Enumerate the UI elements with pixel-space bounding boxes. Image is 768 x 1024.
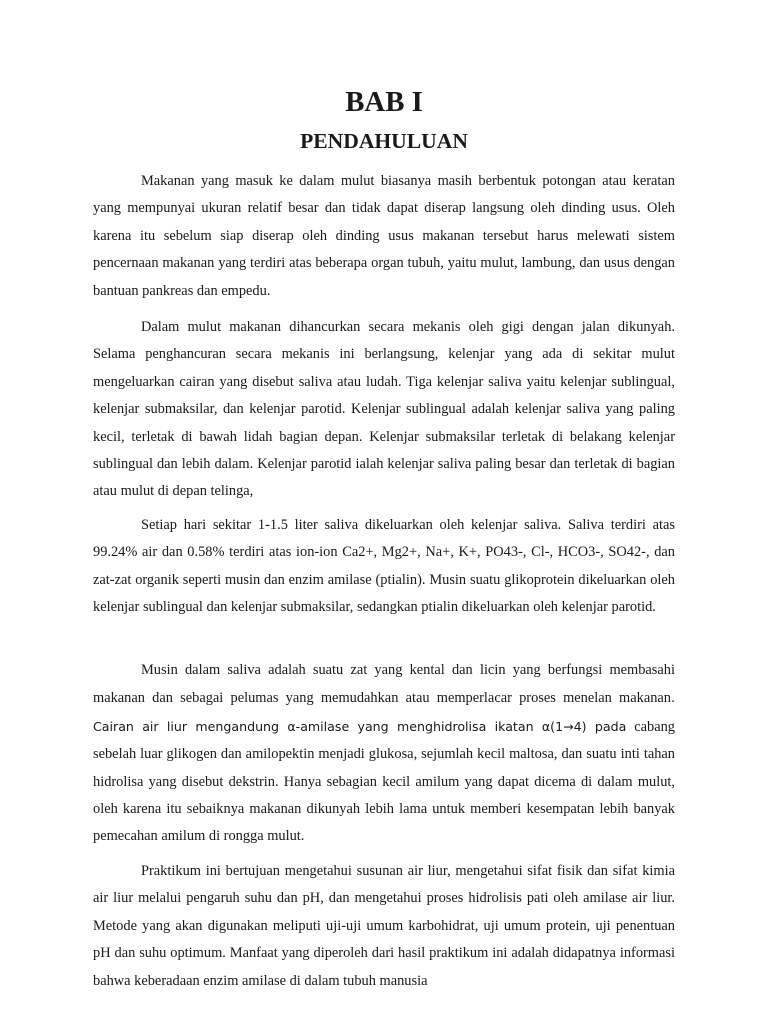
paragraph-2: Dalam mulut makanan dihancurkan secara mekanis oleh gigi dengan jalan dikunyah. Selama penghancuran secara mekanis ini berlangsung, kelenjar yang ada di sekitar mulut mengeluarkan cairan yang disebut saliva atau ludah. Tiga kelenjar saliva yaitu kelenjar sublingual, kelenjar submaksilar, dan kelenjar parotid. Kelenjar sublingual adalah kelenjar saliva yang paling kecil, terletak di bawah lidah bagian depan. Kelenjar submaksilar terletak di belakang kelenjar sublingual dan lebih dalam. Kelenjar parotid ialah kelenjar saliva paling besar dan terletak di bagian atau mulut di depan telinga, xyxy=(93,319,675,500)
paragraph-3: Setiap hari sekitar 1-1.5 liter saliva dikeluarkan oleh kelenjar saliva. Saliva terdiri atas 99.24% air dan 0.58% terdiri atas ion-ion Ca2+, Mg2+, Na+, K+, PO43-, Cl-, HCO3-, SO42-, dan zat-zat organik seperti musin dan enzim amilase (ptialin). Musin suatu glikoprotein dikeluarkan oleh kelenjar sublingual dan kelenjar submaksilar, sedangkan ptialin dikeluarkan oleh kelenjar parotid. xyxy=(93,517,675,616)
paragraph-1: Makanan yang masuk ke dalam mulut biasanya masih berbentuk potongan atau keratan yang mempunyai ukuran relatif besar dan tidak dapat diserap langsung oleh dinding usus. Oleh karena itu sebelum siap diserap oleh dinding usus makanan tersebut harus melewati sistem pencernaan makanan yang terdiri atas beberapa organ tubuh, yaitu mulut, lambung, dan usus dengan bantuan pankreas dan empedu. xyxy=(93,173,675,299)
paragraph-4 xyxy=(93,657,675,851)
paragraph-4-text-b: . Cairan air liur mengandung α-amilase yang menghidrolisa ikatan α(1→4) pada xyxy=(93,690,675,734)
paragraph-4-text-c: cabang sebelah luar glikogen dan amilopektin menjadi glukosa, sejumlah kecil maltosa, dan suatu inti tahan hidrolisa yang disebut dekstrin. Hanya sebagian kecil amilum yang dapat dicema di dalam mulut, oleh karena itu sebaiknya makanan dikunyah lebih lama untuk memberi kesempatan lebih banyak pemecahan amilum di rongga mulut. xyxy=(93,718,675,845)
document-page xyxy=(93,0,675,1024)
paragraph-4-text-a: Musin dalam saliva adalah suatu zat yang kental dan licin yang berfungsi membasahi makanan dan sebagai pelumas yang memudahkan atau memperlacar proses menelan makanan xyxy=(93,662,675,707)
chapter-label: BAB I xyxy=(345,86,423,118)
paragraph-5: Praktikum ini bertujuan mengetahui susunan air liur, mengetahui sifat fisik dan sifat kimia air liur melalui pengaruh suhu dan pH, dan mengetahui proses hidrolisis pati oleh amilase air liur. Metode yang akan digunakan meliputi uji-uji umum karbohidrat, uji umum protein, uji penentuan pH dan suhu optimum. Manfaat yang diperoleh dari hasil praktikum ini adalah didapatnya informasi bahwa keberadaan enzim amilase di dalam tubuh manusia xyxy=(93,863,675,989)
chapter-title: PENDAHULUAN xyxy=(300,129,468,153)
